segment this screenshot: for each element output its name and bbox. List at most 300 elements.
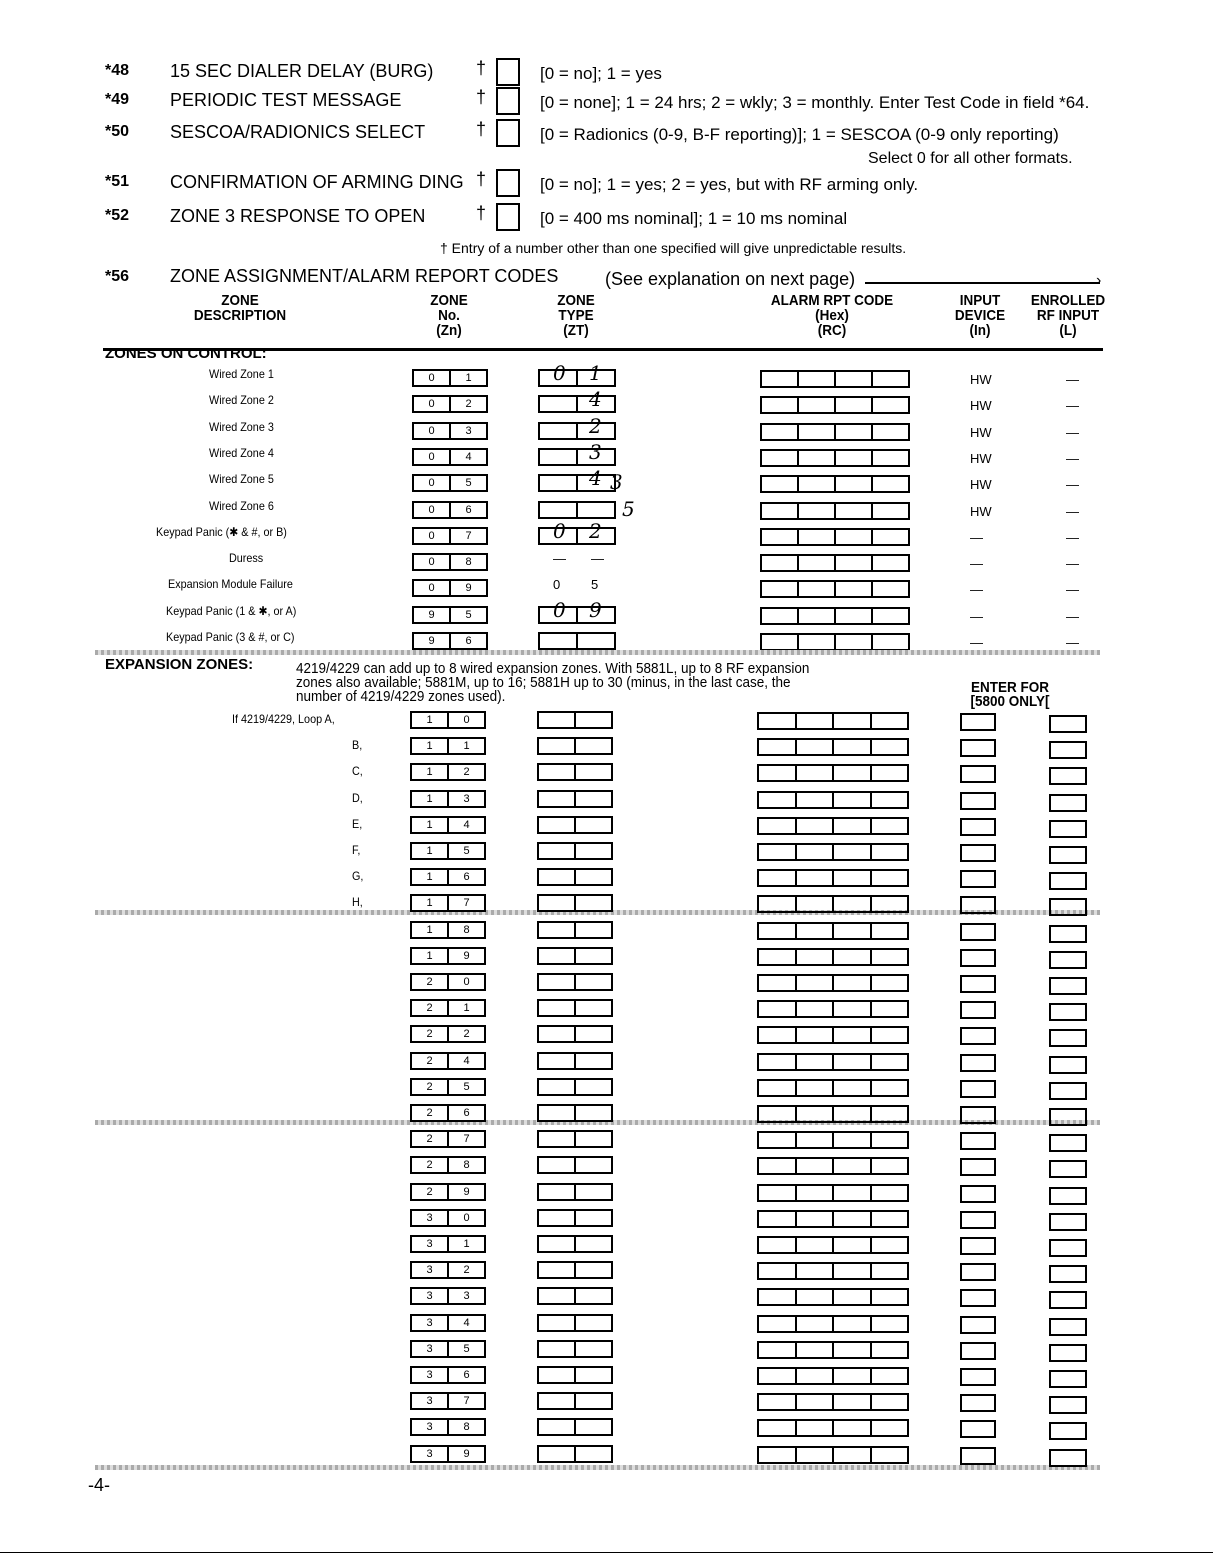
digit-cell[interactable] [834,976,872,990]
digit-cell[interactable] [797,714,835,728]
digit-cell[interactable]: 4 [463,1054,470,1067]
digit-cell[interactable] [836,451,873,465]
digit-cell[interactable]: 1 [412,844,449,858]
alarm-report-code-box[interactable] [757,895,909,913]
digit-cell[interactable] [873,504,908,518]
enrolled-rf-input-box[interactable] [1049,1003,1087,1021]
digit-cell[interactable] [797,793,835,807]
digit-cell[interactable] [834,1186,872,1200]
digit-cell[interactable] [873,477,908,491]
digit-cell[interactable]: 8 [465,556,472,569]
digit-cell[interactable]: 9 [463,1447,470,1460]
zone-type-box[interactable] [537,973,613,991]
digit-cell[interactable]: 9 [463,1185,470,1198]
digit-cell[interactable] [576,1027,611,1041]
input-device-box[interactable] [960,1132,996,1150]
digit-cell[interactable] [762,609,799,623]
digit-cell[interactable]: 1 [463,1002,470,1015]
digit-cell[interactable] [762,635,799,649]
digit-cell[interactable]: 3 [412,1342,449,1356]
zone-type-box[interactable] [538,527,616,545]
digit-cell[interactable] [539,1342,576,1356]
digit-cell[interactable] [834,871,872,885]
digit-cell[interactable] [872,1159,908,1173]
digit-cell[interactable] [539,1263,576,1277]
zone-type-box[interactable] [537,1025,613,1043]
digit-cell[interactable] [576,1342,611,1356]
digit-cell[interactable] [759,871,797,885]
digit-cell[interactable] [873,635,908,649]
digit-cell[interactable] [797,1055,835,1069]
digit-cell[interactable]: 3 [412,1394,449,1408]
digit-cell[interactable] [799,451,836,465]
digit-cell[interactable] [799,425,836,439]
digit-cell[interactable]: 1 [412,713,449,727]
input-device-box[interactable] [960,975,996,993]
digit-cell[interactable]: 0 [463,976,470,988]
input-device-box[interactable] [960,896,996,914]
digit-cell[interactable]: 1 [412,870,449,884]
digit-cell[interactable] [539,923,576,937]
digit-cell[interactable]: 1 [412,949,449,963]
digit-cell[interactable] [762,477,799,491]
zone-number-box[interactable] [410,816,486,834]
digit-cell[interactable] [576,765,611,779]
digit-cell[interactable]: 2 [412,1054,449,1068]
digit-cell[interactable]: 1 [465,372,472,384]
digit-cell[interactable] [539,844,576,858]
alarm-report-code-box[interactable] [757,869,909,887]
digit-cell[interactable]: 3 [463,1290,470,1303]
enrolled-rf-input-box[interactable] [1049,1160,1087,1178]
zone-type-box[interactable] [537,1392,613,1410]
input-device-box[interactable] [960,792,996,810]
digit-cell[interactable] [539,1027,576,1041]
alarm-report-code-box[interactable] [757,764,909,782]
alarm-report-code-box[interactable] [760,633,910,651]
digit-cell[interactable] [578,634,614,648]
zone-type-box[interactable] [537,711,613,729]
digit-cell[interactable] [576,975,611,989]
zone-number-box[interactable] [412,474,488,492]
enrolled-rf-input-box[interactable] [1049,951,1087,969]
digit-cell[interactable] [834,897,872,911]
digit-cell[interactable] [539,1289,576,1303]
alarm-report-code-box[interactable] [757,1000,909,1018]
digit-cell[interactable] [762,556,799,570]
enrolled-rf-input-box[interactable] [1049,1187,1087,1205]
digit-cell[interactable] [759,793,797,807]
digit-cell[interactable] [539,1080,576,1094]
field-entry-box[interactable] [496,87,520,115]
digit-cell[interactable] [759,845,797,859]
zone-type-box[interactable] [537,1366,613,1384]
input-device-box[interactable] [960,923,996,941]
digit-cell[interactable] [836,609,873,623]
alarm-report-code-box[interactable] [760,607,910,625]
zone-number-box[interactable] [412,369,488,387]
enrolled-rf-input-box[interactable] [1049,925,1087,943]
digit-cell[interactable] [872,1186,908,1200]
zone-number-box[interactable] [412,606,488,624]
digit-cell[interactable] [872,1028,908,1042]
digit-cell[interactable]: 1 [412,896,449,910]
digit-cell[interactable] [872,793,908,807]
digit-cell[interactable]: 3 [412,1211,449,1225]
zone-type-box[interactable] [537,1314,613,1332]
digit-cell[interactable]: 0 [414,529,451,543]
zone-number-box[interactable] [410,973,486,991]
zone-number-box[interactable] [410,711,486,729]
digit-cell[interactable]: 1 [412,792,449,806]
digit-cell[interactable] [539,949,576,963]
digit-cell[interactable] [539,870,576,884]
digit-cell[interactable] [539,1158,576,1172]
digit-cell[interactable] [539,896,576,910]
digit-cell[interactable] [539,1316,576,1330]
alarm-report-code-box[interactable] [757,712,909,730]
digit-cell[interactable]: 0 [414,424,451,438]
zone-number-box[interactable] [410,868,486,886]
digit-cell[interactable] [539,1368,576,1382]
digit-cell[interactable]: 8 [463,1421,470,1434]
alarm-report-code-box[interactable] [760,370,910,388]
digit-cell[interactable] [797,1421,835,1435]
digit-cell[interactable] [762,530,799,544]
digit-cell[interactable]: 3 [412,1289,449,1303]
digit-cell[interactable] [576,1289,611,1303]
digit-cell[interactable]: 2 [463,766,470,779]
zone-type-box[interactable] [538,448,616,466]
digit-cell[interactable] [576,1106,611,1120]
digit-cell[interactable] [872,1212,908,1226]
digit-cell[interactable] [540,634,578,648]
digit-cell[interactable]: 0 [414,503,451,517]
digit-cell[interactable] [539,1054,576,1068]
digit-cell[interactable]: 7 [463,1133,470,1146]
zone-number-box[interactable] [410,1104,486,1122]
digit-cell[interactable] [759,950,797,964]
digit-cell[interactable]: 3 [412,1263,449,1277]
enrolled-rf-input-box[interactable] [1049,741,1087,759]
digit-cell[interactable] [872,924,908,938]
digit-cell[interactable] [872,1081,908,1095]
digit-cell[interactable] [797,1028,835,1042]
zone-number-box[interactable] [410,1183,486,1201]
alarm-report-code-box[interactable] [760,423,910,441]
zone-number-box[interactable] [410,790,486,808]
digit-cell[interactable] [539,765,576,779]
digit-cell[interactable] [834,793,872,807]
enrolled-rf-input-box[interactable] [1049,767,1087,785]
digit-cell[interactable] [539,792,576,806]
alarm-report-code-box[interactable] [757,922,909,940]
digit-cell[interactable] [576,896,611,910]
zone-number-box[interactable] [410,1340,486,1358]
zone-type-box[interactable] [538,501,616,519]
zone-type-box[interactable] [537,790,613,808]
alarm-report-code-box[interactable] [757,1367,909,1385]
digit-cell[interactable]: 3 [412,1420,449,1434]
alarm-report-code-box[interactable] [757,1131,909,1149]
digit-cell[interactable] [797,950,835,964]
digit-cell[interactable] [539,1211,576,1225]
digit-cell[interactable] [762,425,799,439]
digit-cell[interactable] [576,1185,611,1199]
alarm-report-code-box[interactable] [757,1026,909,1044]
digit-cell[interactable] [834,1055,872,1069]
alarm-report-code-box[interactable] [760,396,910,414]
zone-type-box[interactable] [537,1183,613,1201]
digit-cell[interactable]: 4 [465,450,472,463]
digit-cell[interactable]: 2 [412,1132,449,1146]
digit-cell[interactable] [797,897,835,911]
digit-cell[interactable] [759,1107,797,1121]
digit-cell[interactable] [762,582,799,596]
enrolled-rf-input-box[interactable] [1049,1108,1087,1126]
digit-cell[interactable] [576,739,611,753]
input-device-box[interactable] [960,1185,996,1203]
digit-cell[interactable]: 3 [463,792,470,805]
enrolled-rf-input-box[interactable] [1049,794,1087,812]
digit-cell[interactable] [759,1395,797,1409]
digit-cell[interactable] [540,450,578,464]
zone-number-box[interactable] [410,737,486,755]
alarm-report-code-box[interactable] [757,1053,909,1071]
digit-cell[interactable]: 2 [412,1027,449,1041]
digit-cell[interactable]: 0 [414,371,451,385]
input-device-box[interactable] [960,1211,996,1229]
alarm-report-code-box[interactable] [757,1184,909,1202]
field-entry-box[interactable] [496,58,520,86]
alarm-report-code-box[interactable] [757,1105,909,1123]
digit-cell[interactable] [759,1212,797,1226]
zone-number-box[interactable] [410,921,486,939]
zone-type-box[interactable] [537,1235,613,1253]
enrolled-rf-input-box[interactable] [1049,1396,1087,1414]
enrolled-rf-input-box[interactable] [1049,1449,1087,1467]
digit-cell[interactable] [759,976,797,990]
zone-type-box[interactable] [537,1130,613,1148]
field-entry-box[interactable] [496,119,520,147]
digit-cell[interactable] [540,503,578,517]
input-device-box[interactable] [960,1289,996,1307]
digit-cell[interactable]: 0 [463,1211,470,1224]
digit-cell[interactable]: 5 [463,1080,470,1093]
digit-cell[interactable] [539,818,576,832]
digit-cell[interactable] [539,1420,576,1434]
digit-cell[interactable] [759,740,797,754]
digit-cell[interactable] [836,477,873,491]
digit-cell[interactable] [834,1002,872,1016]
digit-cell[interactable] [834,1028,872,1042]
digit-cell[interactable] [873,425,908,439]
digit-cell[interactable] [834,819,872,833]
enrolled-rf-input-box[interactable] [1049,1318,1087,1336]
digit-cell[interactable]: 1 [463,1238,470,1250]
digit-cell[interactable] [834,1421,872,1435]
digit-cell[interactable] [797,976,835,990]
digit-cell[interactable] [576,1237,611,1251]
digit-cell[interactable] [576,1132,611,1146]
digit-cell[interactable] [834,1264,872,1278]
digit-cell[interactable]: 6 [465,503,472,516]
zone-type-box[interactable] [537,868,613,886]
digit-cell[interactable] [576,1420,611,1434]
digit-cell[interactable] [836,504,873,518]
digit-cell[interactable] [836,530,873,544]
digit-cell[interactable] [539,1132,576,1146]
digit-cell[interactable]: 5 [463,1342,470,1355]
digit-cell[interactable] [576,713,611,727]
digit-cell[interactable] [799,477,836,491]
digit-cell[interactable] [834,766,872,780]
zone-type-box[interactable] [537,1104,613,1122]
digit-cell[interactable] [759,1369,797,1383]
input-device-box[interactable] [960,844,996,862]
input-device-box[interactable] [960,765,996,783]
digit-cell[interactable] [799,530,836,544]
digit-cell[interactable]: 1 [412,765,449,779]
digit-cell[interactable]: 1 [412,818,449,832]
zone-number-box[interactable] [410,947,486,965]
digit-cell[interactable]: 0 [414,397,451,411]
alarm-report-code-box[interactable] [760,502,910,520]
digit-cell[interactable] [759,1264,797,1278]
digit-cell[interactable]: 0 [463,714,470,726]
zone-number-box[interactable] [412,632,488,650]
digit-cell[interactable] [872,1317,908,1331]
digit-cell[interactable]: 5 [465,477,472,490]
enrolled-rf-input-box[interactable] [1049,846,1087,864]
digit-cell[interactable]: 9 [414,634,451,648]
digit-cell[interactable] [576,818,611,832]
enrolled-rf-input-box[interactable] [1049,1134,1087,1152]
input-device-box[interactable] [960,1001,996,1019]
digit-cell[interactable]: 9 [463,949,470,962]
digit-cell[interactable] [797,1317,835,1331]
zone-number-box[interactable] [410,1156,486,1174]
digit-cell[interactable]: 2 [465,398,472,411]
zone-number-box[interactable] [410,1392,486,1410]
digit-cell[interactable] [759,1343,797,1357]
zone-number-box[interactable] [410,1235,486,1253]
digit-cell[interactable] [797,1107,835,1121]
digit-cell[interactable]: 3 [465,424,472,437]
digit-cell[interactable] [872,871,908,885]
digit-cell[interactable] [872,1290,908,1304]
digit-cell[interactable] [873,530,908,544]
digit-cell[interactable] [836,635,873,649]
digit-cell[interactable] [834,1081,872,1095]
input-device-box[interactable] [960,1027,996,1045]
digit-cell[interactable] [834,1290,872,1304]
digit-cell[interactable] [797,845,835,859]
digit-cell[interactable] [576,949,611,963]
input-device-box[interactable] [960,1158,996,1176]
zone-number-box[interactable] [410,842,486,860]
digit-cell[interactable] [759,1448,797,1462]
digit-cell[interactable] [539,975,576,989]
zone-number-box[interactable] [410,1418,486,1436]
digit-cell[interactable] [834,1343,872,1357]
input-device-box[interactable] [960,739,996,757]
input-device-box[interactable] [960,949,996,967]
digit-cell[interactable] [759,1081,797,1095]
digit-cell[interactable] [872,819,908,833]
enrolled-rf-input-box[interactable] [1049,1082,1087,1100]
digit-cell[interactable] [797,1448,835,1462]
enrolled-rf-input-box[interactable] [1049,898,1087,916]
digit-cell[interactable] [762,451,799,465]
zone-number-box[interactable] [410,1445,486,1463]
digit-cell[interactable] [539,713,576,727]
zone-number-box[interactable] [412,553,488,571]
digit-cell[interactable]: 0 [414,476,451,490]
digit-cell[interactable] [872,1395,908,1409]
zone-type-box[interactable] [538,474,616,492]
digit-cell[interactable] [834,1369,872,1383]
digit-cell[interactable] [799,635,836,649]
zone-number-box[interactable] [412,422,488,440]
digit-cell[interactable] [576,1158,611,1172]
digit-cell[interactable]: 3 [412,1447,449,1461]
digit-cell[interactable] [540,397,578,411]
digit-cell[interactable] [872,714,908,728]
zone-number-box[interactable] [412,527,488,545]
alarm-report-code-box[interactable] [757,948,909,966]
digit-cell[interactable]: 6 [463,1107,470,1119]
zone-type-box[interactable] [537,894,613,912]
digit-cell[interactable] [834,1317,872,1331]
digit-cell[interactable] [873,582,908,596]
enrolled-rf-input-box[interactable] [1049,1029,1087,1047]
digit-cell[interactable] [759,766,797,780]
digit-cell[interactable] [578,503,614,517]
enrolled-rf-input-box[interactable] [1049,977,1087,995]
digit-cell[interactable] [872,1421,908,1435]
digit-cell[interactable] [797,1369,835,1383]
alarm-report-code-box[interactable] [757,974,909,992]
digit-cell[interactable] [540,424,578,438]
zone-number-box[interactable] [412,579,488,597]
digit-cell[interactable] [836,398,873,412]
digit-cell[interactable] [872,1238,908,1252]
zone-type-box[interactable] [537,763,613,781]
digit-cell[interactable] [799,582,836,596]
zone-type-box[interactable] [537,921,613,939]
digit-cell[interactable]: 1 [463,740,470,753]
alarm-report-code-box[interactable] [757,1419,909,1437]
digit-cell[interactable] [539,1237,576,1251]
digit-cell[interactable]: 8 [463,923,470,936]
digit-cell[interactable] [540,476,578,490]
alarm-report-code-box[interactable] [760,475,910,493]
alarm-report-code-box[interactable] [757,817,909,835]
digit-cell[interactable] [834,714,872,728]
digit-cell[interactable] [872,1448,908,1462]
digit-cell[interactable]: 7 [463,897,470,910]
digit-cell[interactable] [797,1186,835,1200]
digit-cell[interactable] [836,556,873,570]
digit-cell[interactable]: 2 [412,1185,449,1199]
digit-cell[interactable] [539,1394,576,1408]
digit-cell[interactable] [873,398,908,412]
digit-cell[interactable] [576,870,611,884]
alarm-report-code-box[interactable] [760,528,910,546]
digit-cell[interactable] [797,1159,835,1173]
digit-cell[interactable] [762,398,799,412]
